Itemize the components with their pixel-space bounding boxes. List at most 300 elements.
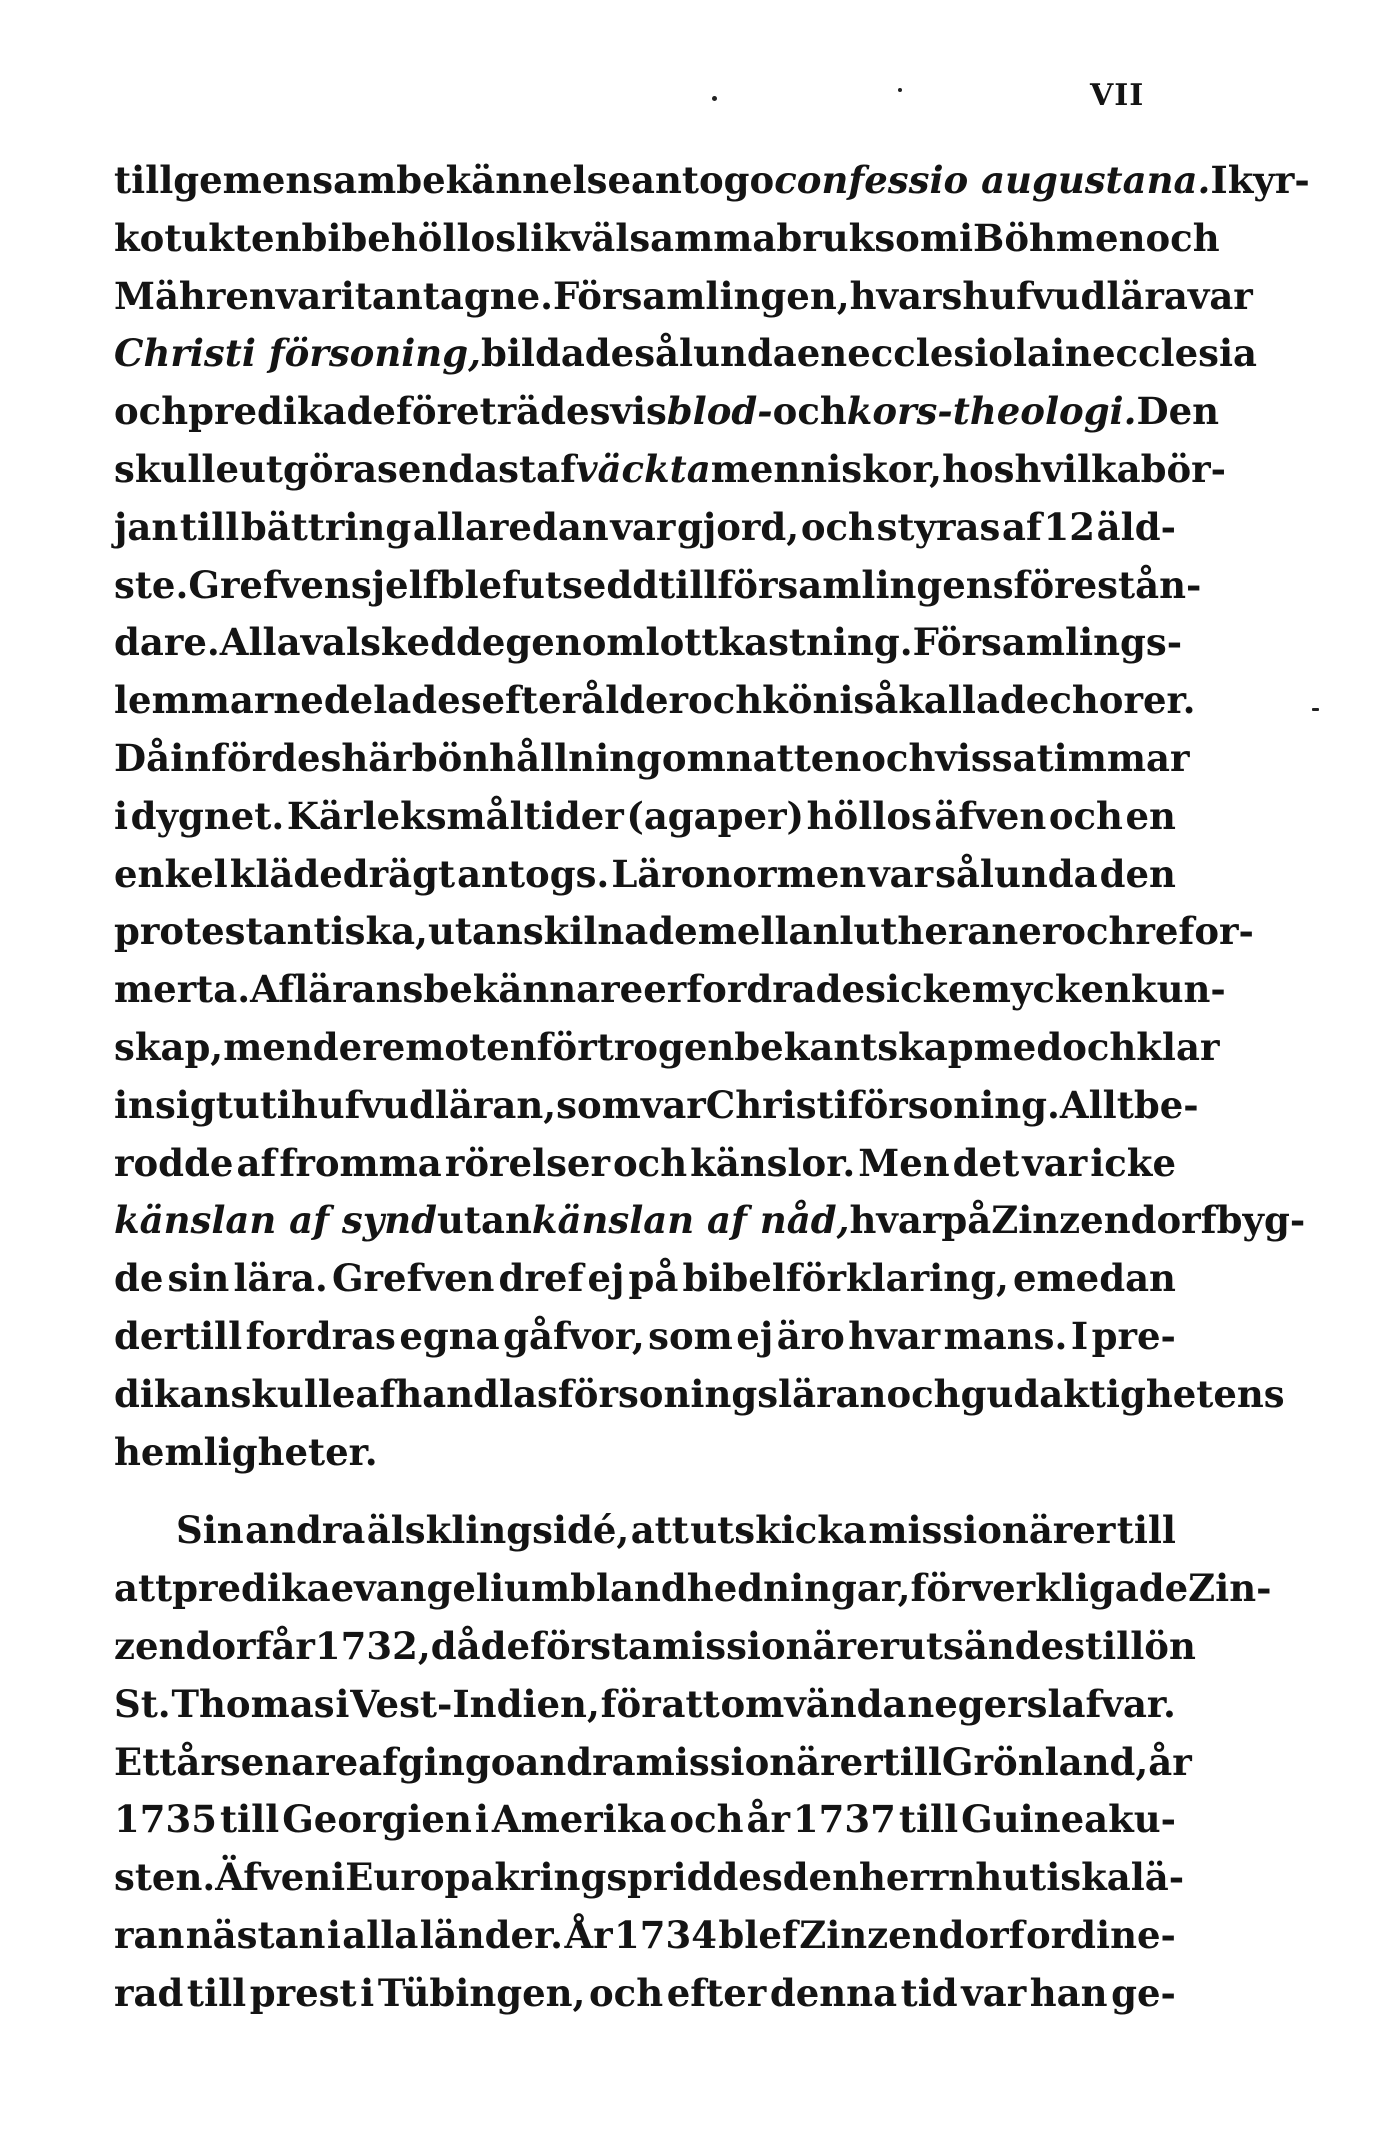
- word: I: [1210, 158, 1228, 202]
- word: lärans: [294, 967, 424, 1012]
- word: missionärer: [652, 1623, 900, 1668]
- word: och: [1145, 215, 1220, 260]
- word: att: [630, 1508, 689, 1553]
- page-number: VII: [1090, 78, 1145, 113]
- text-line: [114, 1192, 1306, 1250]
- text-line: [114, 846, 1176, 904]
- word: den: [782, 1855, 859, 1900]
- word: kön: [762, 678, 840, 723]
- word: zendorf: [114, 1623, 272, 1668]
- text-line: [114, 1366, 1285, 1424]
- word: dertill: [114, 1313, 243, 1358]
- word: timmar: [1036, 735, 1190, 780]
- word: Grefven: [188, 562, 351, 607]
- text-line: [114, 1077, 1199, 1135]
- word: 1734: [614, 1912, 718, 1957]
- word: till: [114, 158, 174, 202]
- word: blef: [718, 1912, 798, 1957]
- word: dref: [498, 1256, 584, 1301]
- word: och: [886, 1371, 961, 1416]
- print-speck-mark: [898, 88, 902, 92]
- word: sten.: [114, 1855, 216, 1900]
- word: bildade: [480, 331, 635, 376]
- word: rörelser: [444, 1140, 610, 1185]
- word: 1737: [792, 1797, 896, 1842]
- word: bönhållning: [411, 735, 662, 780]
- word: klar: [1136, 1024, 1220, 1069]
- word: utgöras: [239, 446, 398, 491]
- word: till: [179, 504, 240, 549]
- word: hemligheter.: [114, 1429, 378, 1474]
- word: skulle: [230, 1371, 356, 1416]
- word: sjelf: [350, 562, 439, 607]
- word: skedde: [360, 620, 506, 665]
- word: till: [658, 562, 718, 607]
- word: lutheraner: [839, 909, 1062, 954]
- word: äfven: [934, 793, 1047, 838]
- word: hufvudläran,: [290, 1082, 557, 1127]
- text-line: [114, 1135, 1176, 1193]
- word: icke: [1090, 1140, 1176, 1185]
- word: kyr-: [1227, 158, 1310, 202]
- text-line: [114, 672, 1196, 730]
- word: varit: [275, 273, 372, 318]
- word: Ett: [114, 1739, 177, 1784]
- word: församlingens: [717, 562, 1014, 607]
- word: i: [114, 793, 129, 838]
- italic-word: blod-: [666, 389, 773, 434]
- word: var: [961, 1970, 1027, 2015]
- word: menniskor,: [710, 446, 943, 491]
- word: dare.: [114, 620, 220, 665]
- word: utsändes: [899, 1623, 1085, 1668]
- word: och: [861, 735, 936, 780]
- word: utskicka: [690, 1508, 867, 1553]
- text-line: [114, 1618, 1196, 1676]
- word: prest: [249, 1970, 357, 2015]
- word: emedan: [1012, 1256, 1176, 1301]
- word: år: [746, 1797, 790, 1842]
- word: var: [1022, 1140, 1088, 1185]
- word: ran: [114, 1912, 185, 1957]
- word: merta.: [114, 967, 251, 1012]
- text-line: [114, 730, 1190, 788]
- word: i: [839, 678, 854, 723]
- word: egna: [399, 1313, 500, 1358]
- word: natten: [725, 735, 862, 780]
- word: erfordrades: [643, 967, 886, 1012]
- word: i: [331, 1855, 346, 1900]
- word: deremot: [312, 1024, 487, 1069]
- word: antagne.: [371, 273, 554, 318]
- text-line: [114, 557, 1202, 615]
- word: i: [326, 1912, 341, 1957]
- word: val: [300, 620, 361, 665]
- word: om: [661, 735, 726, 780]
- word: missionärer: [868, 1508, 1116, 1553]
- word: och: [688, 678, 763, 723]
- italic-word: känslan af nåd,: [531, 1198, 850, 1243]
- body-text: [114, 152, 1310, 2023]
- word: en: [796, 331, 848, 376]
- word: förverkligade: [910, 1566, 1189, 1611]
- text-line: [114, 499, 1176, 557]
- word: gjord,: [676, 504, 800, 549]
- word: fordras: [245, 1313, 396, 1358]
- italic-word: kors-theologi.: [846, 389, 1137, 434]
- word: då: [430, 1623, 481, 1668]
- word: gåfvor,: [503, 1313, 645, 1358]
- word: bekännare: [423, 967, 644, 1012]
- word: och: [613, 1140, 688, 1185]
- word: pre-: [1091, 1313, 1176, 1358]
- word: hedningar,: [686, 1566, 911, 1611]
- word: år: [271, 1623, 315, 1668]
- word: ge-: [1111, 1970, 1176, 2015]
- word: dikan: [114, 1371, 231, 1416]
- word: 12: [1043, 504, 1096, 549]
- word: gemensam: [173, 158, 397, 202]
- word: äld-: [1096, 504, 1176, 549]
- word: känslor.: [690, 1140, 856, 1185]
- word: Tübingen,: [377, 1970, 586, 2015]
- word: bekännelse: [396, 158, 632, 202]
- word: 1735: [114, 1797, 217, 1842]
- word: de: [480, 1623, 531, 1668]
- word: höllos: [806, 793, 932, 838]
- word: hos: [942, 446, 1015, 491]
- paragraph-gap: [114, 1481, 1176, 1502]
- word: byg-: [1216, 1198, 1306, 1243]
- word: skulle: [114, 446, 240, 491]
- text-line: [114, 441, 1227, 499]
- word: Då: [114, 735, 171, 780]
- word: i: [335, 1681, 350, 1726]
- word: klädedrägt: [229, 851, 456, 896]
- word: St.: [114, 1681, 171, 1726]
- word: till: [898, 1797, 959, 1842]
- word: Grefven: [331, 1256, 495, 1301]
- print-speck-mark: [1312, 708, 1319, 711]
- word: ej: [587, 1256, 625, 1301]
- word: sin: [167, 1256, 230, 1301]
- word: kun-: [1130, 967, 1226, 1012]
- word: för: [600, 1681, 661, 1726]
- word: förtrogen: [536, 1024, 735, 1069]
- word: med: [973, 1024, 1063, 1069]
- word: samma: [629, 215, 777, 260]
- italic-word: confessio augustana.: [774, 158, 1211, 202]
- word: hufvudlära: [962, 273, 1188, 318]
- text-line: [114, 788, 1176, 846]
- word: Allt: [1059, 1082, 1134, 1127]
- word: mycken: [971, 967, 1131, 1012]
- word: Grönland,: [941, 1739, 1149, 1784]
- word: evangelium: [330, 1566, 571, 1611]
- word: första: [530, 1623, 653, 1668]
- word: hvarpå: [849, 1198, 992, 1243]
- word: enkel: [114, 851, 228, 896]
- word: Guineaku-: [961, 1797, 1176, 1842]
- word: som: [556, 1082, 641, 1127]
- word: utsedd: [517, 562, 659, 607]
- word: delades: [323, 678, 482, 723]
- text-line: [114, 1308, 1176, 1366]
- word: sålunda: [634, 331, 797, 376]
- word: af: [536, 446, 576, 491]
- word: tid: [900, 1970, 958, 2015]
- text-line: [114, 1965, 1176, 2023]
- word: ecclesia: [1091, 331, 1258, 376]
- word: ej: [736, 1313, 774, 1358]
- word: protestantiska,: [114, 909, 428, 954]
- word: Thomas: [171, 1681, 335, 1726]
- word: utan: [437, 1198, 532, 1243]
- word: bland: [570, 1566, 687, 1611]
- word: dygnet.: [130, 793, 285, 838]
- word: Sin: [176, 1508, 244, 1553]
- word: icke: [885, 967, 972, 1012]
- word: andra: [245, 1508, 366, 1553]
- word: att: [661, 1681, 720, 1726]
- word: denna: [769, 1970, 898, 2015]
- word: och: [114, 389, 189, 434]
- word: Läronormen: [611, 851, 867, 896]
- word: antogo: [631, 158, 775, 202]
- word: fromma: [279, 1140, 442, 1185]
- word: länder.: [419, 1912, 564, 1957]
- word: be-: [1133, 1082, 1199, 1127]
- word: lemmarne: [114, 678, 324, 723]
- word: Äfven: [215, 1855, 332, 1900]
- word: ordine-: [1025, 1912, 1176, 1957]
- word: här: [341, 735, 412, 780]
- word: uti: [232, 1082, 291, 1127]
- word: men: [223, 1024, 313, 1069]
- word: lottkastning.: [645, 620, 913, 665]
- word: bättring: [240, 504, 412, 549]
- text-line: [114, 268, 1253, 326]
- word: rodde: [114, 1140, 234, 1185]
- word: emellan: [674, 909, 840, 954]
- word: till: [186, 1970, 247, 2015]
- word: på: [628, 1256, 679, 1301]
- word: och: [1062, 1024, 1137, 1069]
- word: så: [853, 678, 899, 723]
- word: antogs.: [457, 851, 610, 896]
- word: år: [1148, 1739, 1192, 1784]
- word: rad: [114, 1970, 184, 2015]
- word: infördes: [170, 735, 342, 780]
- word: predikade: [188, 389, 396, 434]
- word: I: [1070, 1313, 1089, 1358]
- word: Zinzendorf: [991, 1198, 1217, 1243]
- text-line: [114, 1560, 1272, 1618]
- word: kringspriddes: [494, 1855, 783, 1900]
- paragraph: [114, 1502, 1272, 2022]
- word: ålder: [581, 678, 689, 723]
- word: jan: [114, 504, 179, 549]
- word: af: [236, 1140, 277, 1185]
- word: han: [1029, 1970, 1108, 2015]
- word: till: [219, 1797, 280, 1842]
- word: efter: [666, 1970, 767, 2015]
- word: försoningsläran: [557, 1371, 887, 1416]
- word: var: [868, 851, 934, 896]
- word: endast: [397, 446, 537, 491]
- word: bruk: [776, 215, 875, 260]
- text-line: [114, 1849, 1185, 1907]
- word: en: [486, 1024, 537, 1069]
- word: Vest-Indien,: [350, 1681, 600, 1726]
- word: och: [800, 504, 875, 549]
- italic-word: väckta: [575, 446, 711, 491]
- italic-word: känslan af synd: [114, 1198, 438, 1243]
- word: till: [882, 1739, 942, 1784]
- word: Zinzendorf: [799, 1912, 1025, 1957]
- word: andra: [515, 1739, 636, 1784]
- word: omvända: [720, 1681, 907, 1726]
- word: blef: [438, 562, 518, 607]
- word: bekantskap: [734, 1024, 974, 1069]
- paragraph: [114, 152, 1310, 1481]
- word: ecclesiola: [847, 331, 1051, 376]
- text-line: [114, 1791, 1176, 1849]
- word: styras: [876, 504, 1001, 549]
- word: senare: [219, 1739, 359, 1784]
- word: som: [648, 1313, 733, 1358]
- word: år: [176, 1739, 220, 1784]
- word: Georgien: [282, 1797, 472, 1842]
- text-line: [114, 1676, 1176, 1734]
- word: nästan: [185, 1912, 326, 1957]
- word: bibehöllos: [301, 215, 517, 260]
- word: och: [772, 389, 847, 434]
- word: företrädesvis: [395, 389, 667, 434]
- text-line: [114, 383, 1220, 441]
- word: de: [114, 1256, 164, 1301]
- text-line: [114, 152, 1310, 210]
- text-line: [114, 1019, 1220, 1077]
- word: Kärleksmåltider: [286, 793, 624, 838]
- word: insigt: [114, 1082, 233, 1127]
- word: allaredan: [412, 504, 609, 549]
- word: Europa: [345, 1855, 495, 1900]
- word: älsklingsidé,: [366, 1508, 630, 1553]
- word: afhandlas: [355, 1371, 558, 1416]
- word: negerslafvar.: [907, 1681, 1176, 1726]
- word: förestån-: [1013, 562, 1202, 607]
- word: bör-: [1140, 446, 1227, 491]
- word: utan: [427, 909, 523, 954]
- word: och: [669, 1797, 744, 1842]
- word: Mähren: [114, 273, 276, 318]
- word: ön: [1144, 1623, 1196, 1668]
- word: afgingo: [358, 1739, 516, 1784]
- italic-word: Christi försoning,: [114, 331, 481, 376]
- word: kallade: [898, 678, 1050, 723]
- print-speck-mark: [712, 96, 717, 101]
- word: Församlingen,: [553, 273, 850, 318]
- word: som: [874, 215, 959, 260]
- word: Amerika: [491, 1797, 667, 1842]
- word: in: [1050, 331, 1092, 376]
- word: och: [1048, 793, 1123, 838]
- word: i: [958, 215, 974, 260]
- text-line: [114, 614, 1183, 672]
- word: i: [474, 1797, 489, 1842]
- word: ste.: [114, 562, 189, 607]
- word: hvar: [848, 1313, 941, 1358]
- word: (agaper): [626, 793, 805, 838]
- word: Böhmen: [973, 215, 1146, 260]
- word: likväl: [516, 215, 630, 260]
- word: Alla: [219, 620, 301, 665]
- word: Zin-: [1188, 1566, 1272, 1611]
- word: herrnhutiska: [859, 1855, 1131, 1900]
- word: försoning.: [847, 1082, 1060, 1127]
- word: till: [1116, 1508, 1176, 1553]
- word: bibelförklaring,: [682, 1256, 1009, 1301]
- word: Men: [858, 1140, 950, 1185]
- text-line: [114, 903, 1254, 961]
- word: lä-: [1130, 1855, 1185, 1900]
- word: lära.: [233, 1256, 328, 1301]
- word: Den: [1136, 389, 1220, 434]
- word: Christi: [705, 1082, 848, 1127]
- text-line: [114, 210, 1220, 268]
- word: var: [610, 504, 676, 549]
- text-line: [114, 1734, 1192, 1792]
- word: alla: [342, 1912, 419, 1957]
- word: kotukten: [114, 215, 302, 260]
- text-line: [114, 961, 1226, 1019]
- word: till: [1085, 1623, 1145, 1668]
- word: chorer.: [1049, 678, 1196, 723]
- word: vissa: [935, 735, 1037, 780]
- word: mans.: [943, 1313, 1068, 1358]
- word: af: [1001, 504, 1042, 549]
- word: en: [1125, 793, 1176, 838]
- word: missionärer: [635, 1739, 883, 1784]
- word: efter: [481, 678, 582, 723]
- word: refor-: [1135, 909, 1254, 954]
- word: skap,: [114, 1024, 224, 1069]
- word: hvilka: [1014, 446, 1141, 491]
- word: gudaktighetens: [960, 1371, 1285, 1416]
- text-line: [114, 1424, 1176, 1482]
- text-line: [114, 1250, 1176, 1308]
- word: 1732,: [314, 1623, 431, 1668]
- word: och: [589, 1970, 664, 2015]
- word: den: [1099, 851, 1176, 896]
- text-line: [114, 325, 1258, 383]
- word: Församlings-: [912, 620, 1183, 665]
- word: i: [360, 1970, 375, 2015]
- word: det: [952, 1140, 1020, 1185]
- word: hvars: [849, 273, 963, 318]
- word: År: [564, 1912, 613, 1957]
- word: att: [114, 1566, 173, 1611]
- word: Af: [250, 967, 295, 1012]
- word: och: [1061, 909, 1136, 954]
- word: var: [1187, 273, 1253, 318]
- word: genom: [505, 620, 646, 665]
- word: skilnad: [522, 909, 675, 954]
- word: äro: [776, 1313, 845, 1358]
- word: var: [640, 1082, 706, 1127]
- text-line: [114, 1502, 1176, 1560]
